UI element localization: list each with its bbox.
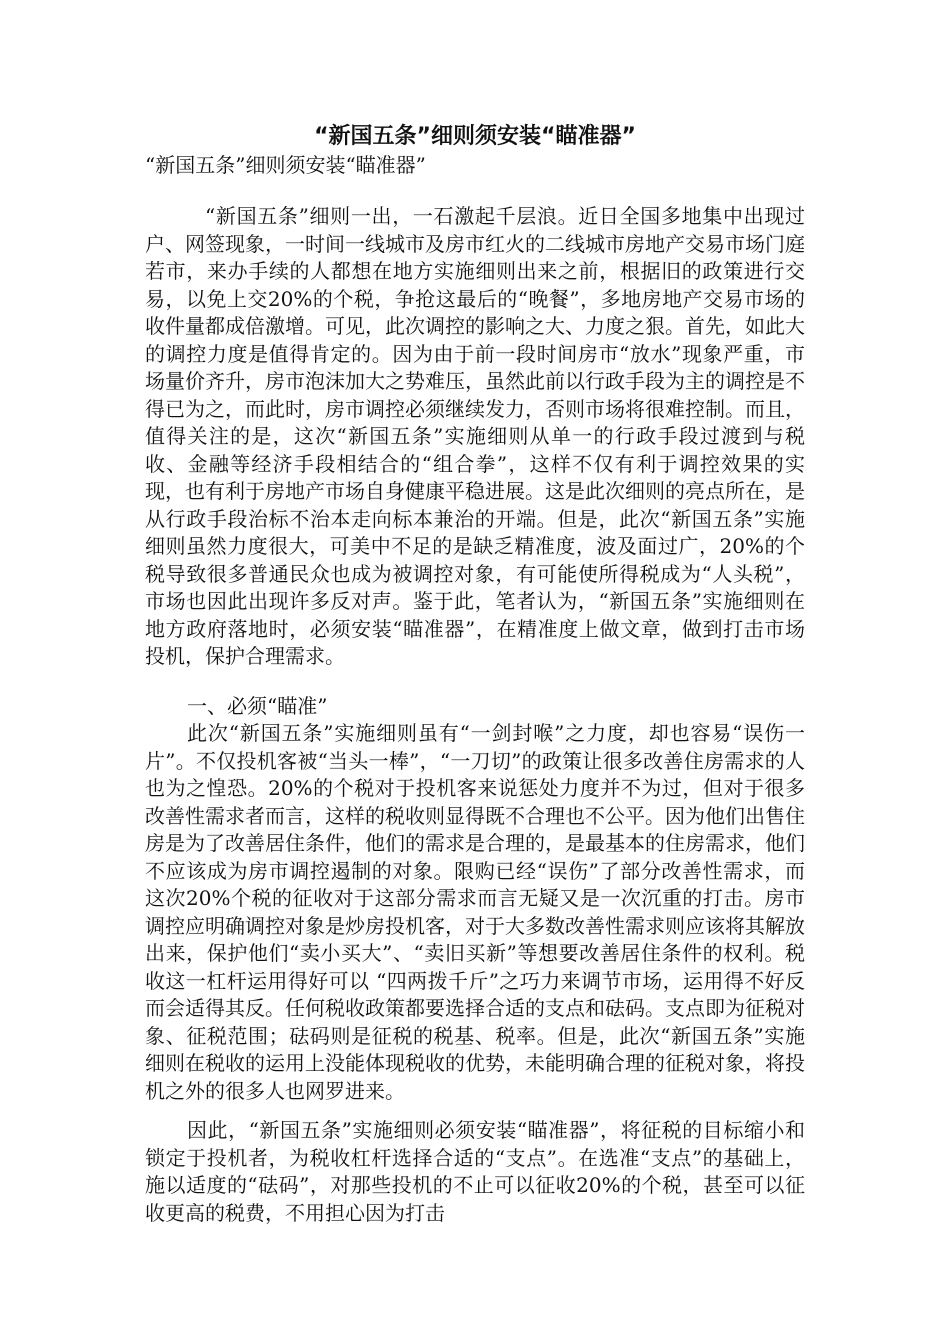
paragraph-intro: “新国五条”细则一出，一石激起千层浪。近日全国多地集中出现过户、网签现象，一时间一线城市及房市红火的二线城市房地产交易市场门庭若市，来办手续的人都想在地方实施细则出来之前，根据旧的政策进行交易，以免上交20%的个税，争抢这最后的“晚餐”，多地房地产交易市场的收件量都成倍激增。可见，此次调控的影响之大、力度之狠。首先，如此大的调控力度是值得肯定的。因为由于前一段时间房市“放水”现象严重，市场量价齐升，房市泡沫加大之势难压，虽然此前以行政手段为主的调控是不得已为之，而此时，房市调控必须继续发力，否则市场将很难控制。而且，值得关注的是，这次“新国五条”实施细则从单一的行政手段过渡到与税收、金融等经济手段相结合的“组合拳”，这样不仅有利于调控效果的实现，也有利于房地产市场自身健康平稳进展。这是此次细则的亮点所在，是从行政手段治标不治本走向标本兼治的开端。但是，此次“新国五条”实施细则虽然力度很大，可美中不足的是缺乏精准度，波及面过广，20%的个税导致很多普通民众也成为被调控对象，有可能使所得税成为“人头税”，市场也因此出现许多反对声。鉴于此，笔者认为，“新国五条”实施细则在地方政府落地时，必须安装“瞄准器”，在精准度上做文章，做到打击市场投机，保护合理需求。 <box>145 204 805 668</box>
paragraph-section-one: 此次“新国五条”实施细则虽有“一剑封喉”之力度，却也容易“误伤一片”。不仅投机客被“当头一棒”，“一刀切”的政策让很多改善住房需求的人也为之惶恐。20%的个税对于投机客来说惩处力度并不为过，但对于很多改善性需求者而言，这样的税收则显得既不合理也不公平。因为他们出售住房是为了改善居住条件，他们的需求是合理的，是最基本的住房需求，他们不应该成为房市调控遏制的对象。限购已经“误伤”了部分改善性需求，而这次20%个税的征收对于这部分需求而言无疑又是一次沉重的打击。房市调控应明确调控对象是炒房投机客，对于大多数改善性需求则应该将其解放出来，保护他们“卖小买大”、“卖旧买新”等想要改善居住条件的权利。税收这一杠杆运用得好可以 “四两拨千斤”之巧力来调节市场，运用得不好反而会适得其反。任何税收政策都要选择合适的支点和砝码。支点即为征税对象、征税范围；砝码则是征税的税基、税率。但是，此次“新国五条”实施细则在税收的运用上没能体现税收的优势，未能明确合理的征税对象，将投机之外的很多人也网罗进来。 <box>145 721 805 1103</box>
document-title: “新国五条”细则须安装“瞄准器” <box>314 124 636 149</box>
document-subtitle: “新国五条”细则须安装“瞄准器” <box>145 153 426 177</box>
section-heading: 一、必须“瞄准” <box>187 694 328 718</box>
paragraph-conclusion: 因此，“新国五条”实施细则必须安装“瞄准器”，将征税的目标缩小和锁定于投机者，为税收杠杆选择合适的“支点”。在选准“支点”的基础上，施以适度的“砝码”，对那些投机的不止可以征收20%的个税，甚至可以征收更高的税费，不用担心因为打击 <box>145 1118 805 1225</box>
